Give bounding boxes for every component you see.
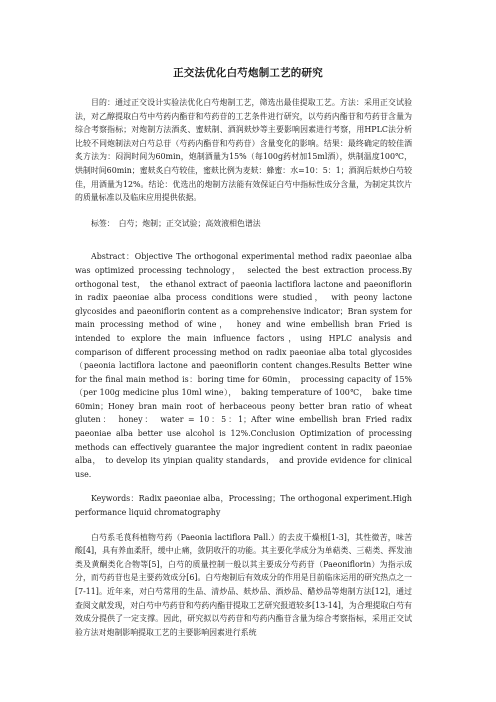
chinese-keywords: 标签： 白芍；炮制；正交试验；高效液相色谱法 [91,218,261,228]
english-abstract: Abstract：Objective The orthogonal experimental method radix paeoniae alba was optimized processing technology， selected the best extraction process.By orthogonal test， the ethanol extract of paeonia lactiflora lactone and paeoniflorin in radix paeoniae alba process conditions were studied， with peony lactone glycosides and paeoniflorin content as a comprehensive indicator；Bran system for main processing method of wine， honey and wine embellish bran Fried is intended to explore the main influence factors，using HPLC analysis and comparison of different processing method on radix paeoniae alba total glycosides （paeonia lactiflora lactone and paeoniflorin content changes.Results Better wine for the final main method is：boring time for 60min， processing capacity of 15% （per 100g medicine plus 10ml wine）， baking temperature of 100℃， bake time 60min；Honey bran main root of herbaceous peony better bran ratio of wheat gluten： honey： water = 10：5：1；After wine embellish bran Fried radix paeoniae alba better use alcohol is 12%.Conclusion Optimization of processing methods can effectively guarantee the major ingredient content in radix paeoniae alba， to develop its yinpian quality standards， and provide evidence for clinical use. [75,252,412,479]
chinese-abstract: 目的：通过正交设计实验法优化白芍炮制工艺，筛选出最佳提取工艺。方法：采用正交试验法，对乙醇提取白芍中芍药内酯苷和芍药苷的工艺条件进行研究，以芍药内酯苷和芍药苷含量为综合考察指标；对炮制方法酒炙、蜜麸制、酒润麸炒等主要影响因素进行考察，用HPLC法分析比较不同炮制法对白芍总苷（芍药内酯苷和芍药苷）含量变化的影响。结果：最终确定的较佳酒炙方法为：闷润时间为60min，炮制酒量为15%（每100g药材加15ml酒），烘制温度100℃，烘制时间60min；蜜麸炙白芍较佳，蜜麸比例为麦麸：蜂蜜：水=10：5：1；酒润后麸炒白芍较佳，用酒量为12%。结论：优选出的炮制方法能有效保证白芍中指标性成分含量，为制定其饮片的质量标准以及临床应用提供依据。 [75,98,412,203]
english-keywords: Keywords：Radix paeoniae alba，Processing；The orthogonal experiment.High performance liquid chromatography [75,494,412,518]
introduction-paragraph: 白芍系毛茛科植物芍药（Paeonia lactiflora Pall.）的去皮干燥根[1-3]，其性微苦，味苦酸[4]，具有养血柔肝，缓中止痛，敛阴收汗的功能。其主要化学成分为单萜类、三萜类、挥发油类及黄酮类化合物等[5]，白芍的质量控制一般以其主要成分芍药苷（Paeoniflorin）为指示成分，而芍药苷也是主要药效成分[6]。白芍炮制后有效成分的作用是目前临床运用的研究热点之一[7-11]。近年来，对白芍常用的生品、清炒品、麸炒品、酒炒品、醋炒品等炮制方法[12]，通过查阅文献发现，对白芍中芍药苷和芍药内酯苷提取工艺研究报道较多[13-14]，为合理提取白芍有效成分提供了一定支撑。因此，研究拟以芍药苷和芍药内酯苷含量为综合考察指标，采用正交试验方法对炮制影响提取工艺的主要影响因素进行系统 [75,532,412,637]
paper-title: 正交法优化白芍炮制工艺的研究 [173,67,323,79]
